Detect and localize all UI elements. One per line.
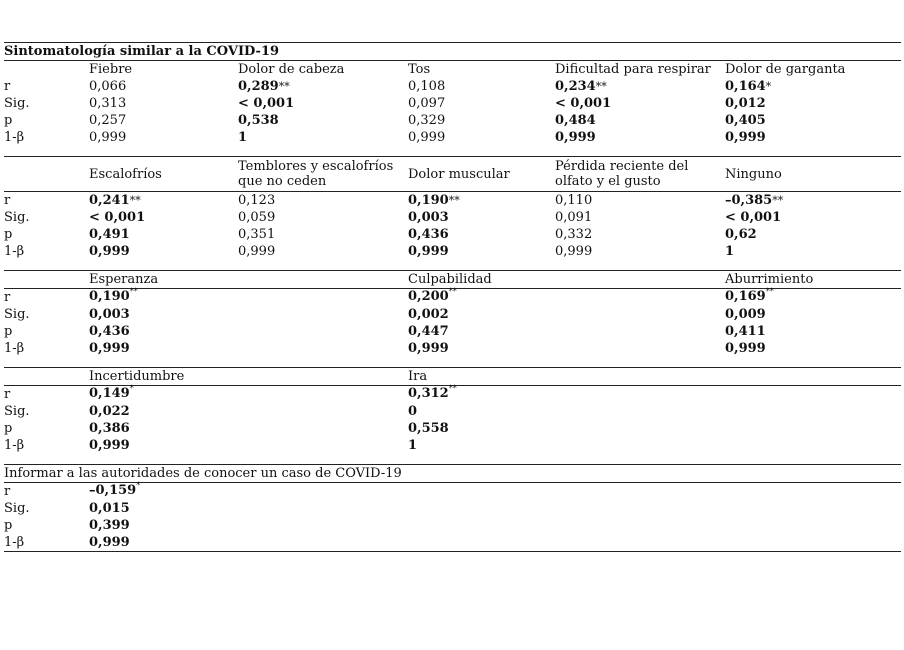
table-cell: 0,999 xyxy=(89,534,901,552)
table-cell: 0,164* xyxy=(725,78,772,94)
table-cell: 0,289** xyxy=(238,78,290,94)
row-label: r xyxy=(4,192,11,208)
header-dolor-cabeza: Dolor de cabeza xyxy=(238,61,345,77)
row-label: r xyxy=(4,78,11,94)
row-label: 1-β xyxy=(4,129,25,145)
significance-mark: ** xyxy=(772,193,784,207)
header-dificultad-respirar: Dificultad para respirar xyxy=(555,61,711,77)
row-label: p xyxy=(4,226,13,242)
row-label: r xyxy=(4,386,11,402)
header-incertidumbre: Incertidumbre xyxy=(89,368,408,386)
table-cell: 0,436 xyxy=(89,323,130,339)
table-cell: 0,329 xyxy=(408,112,446,128)
header-culpabilidad: Culpabilidad xyxy=(408,271,725,289)
row-label: 1-β xyxy=(4,340,25,356)
table-row xyxy=(4,340,901,357)
table-cell: 0,999 xyxy=(89,437,130,453)
table-cell: 0,332 xyxy=(555,226,593,242)
table-row xyxy=(4,420,901,437)
row-label: Sig. xyxy=(4,500,30,516)
table-row xyxy=(4,192,901,210)
table-cell: 0,169** xyxy=(725,287,774,304)
table-cell: 0,190** xyxy=(408,192,460,208)
table-cell: 1 xyxy=(725,243,735,259)
row-label: p xyxy=(4,323,13,339)
table-cell: 0,009 xyxy=(725,306,766,322)
section-5-title-row xyxy=(4,465,901,483)
table-row xyxy=(4,243,901,260)
header-escalofrios: Escalofríos xyxy=(89,157,238,192)
table-cell: 0,351 xyxy=(238,226,276,242)
table-cell: < 0,001 xyxy=(238,95,295,111)
table-row xyxy=(4,386,901,404)
table-row xyxy=(4,517,901,534)
table-row xyxy=(4,500,901,517)
table-row xyxy=(4,78,901,95)
table-cell: 0,405 xyxy=(725,112,766,128)
section-1-title-row xyxy=(4,43,901,61)
significance-mark: ** xyxy=(448,384,457,393)
significance-mark: * xyxy=(129,384,134,393)
significance-mark: ** xyxy=(129,193,141,207)
header-ira: Ira xyxy=(408,368,901,386)
table-cell: 0,411 xyxy=(725,323,766,339)
section-5-title: Informar a las autoridades de conocer un caso de COVID-19 xyxy=(4,465,901,483)
table-cell: 0,538 xyxy=(238,112,279,128)
header-tos: Tos xyxy=(408,61,431,77)
table-cell: < 0,001 xyxy=(555,95,612,111)
section-4-header-row xyxy=(4,368,901,386)
row-label: p xyxy=(4,420,13,436)
table-row xyxy=(4,289,901,307)
row-label: 1-β xyxy=(4,534,89,552)
row-label: r xyxy=(4,483,11,499)
table-cell: 0,200** xyxy=(408,287,457,304)
table-cell: 0,62 xyxy=(725,226,757,242)
table-cell: 0,022 xyxy=(89,403,130,419)
correlation-table-page xyxy=(4,42,901,552)
row-label: 1-β xyxy=(4,437,25,453)
significance-mark: ** xyxy=(448,193,460,207)
table-row xyxy=(4,534,901,552)
table-row xyxy=(4,226,901,243)
table-cell: 0,491 xyxy=(89,226,130,242)
table-cell: 0,003 xyxy=(408,209,449,225)
table-cell: 0,999 xyxy=(408,243,449,259)
table-cell: 0,312** xyxy=(408,384,457,401)
table-cell: 0,999 xyxy=(408,129,446,145)
section-1-header-row xyxy=(4,61,901,79)
table-row xyxy=(4,209,901,226)
table-cell: 0,999 xyxy=(725,129,766,145)
table-cell: 0,999 xyxy=(238,243,276,259)
table-cell: 0,149* xyxy=(89,384,134,401)
table-cell: < 0,001 xyxy=(725,209,782,225)
section-2-header-row xyxy=(4,157,901,192)
table-cell: 0,012 xyxy=(725,95,766,111)
header-aburrimiento: Aburrimiento xyxy=(725,271,901,289)
header-fiebre: Fiebre xyxy=(89,61,133,77)
table-cell: 1 xyxy=(238,129,248,145)
table-cell: 0,234** xyxy=(555,78,607,94)
table-cell: 0,110 xyxy=(555,192,593,208)
table-cell: 0,386 xyxy=(89,420,130,436)
table-row xyxy=(4,323,901,340)
table-cell: 0,999 xyxy=(408,340,449,356)
table-cell: –0,385** xyxy=(725,192,784,208)
table-cell: 0,097 xyxy=(408,95,446,111)
table-cell: 0,558 xyxy=(408,420,449,436)
section-1-title: Sintomatología similar a la COVID-19 xyxy=(4,43,901,61)
table-cell: 0,066 xyxy=(89,78,127,94)
header-esperanza: Esperanza xyxy=(89,271,408,289)
table-cell: 0,091 xyxy=(555,209,593,225)
row-label: p xyxy=(4,517,13,533)
section-3-header-row xyxy=(4,271,901,289)
row-label: Sig. xyxy=(4,306,30,322)
table-cell: 0,399 xyxy=(89,517,130,533)
header-temblores: Temblores y escalofríos que no ceden xyxy=(238,157,408,192)
table-cell: 0,999 xyxy=(89,340,130,356)
header-ninguno: Ninguno xyxy=(725,157,901,192)
row-label: p xyxy=(4,112,13,128)
table-cell: 0,123 xyxy=(238,192,276,208)
significance-mark: * xyxy=(136,481,141,490)
table-cell: 0,484 xyxy=(555,112,596,128)
table-row xyxy=(4,403,901,420)
table-cell: 0,257 xyxy=(89,112,127,128)
row-label: Sig. xyxy=(4,403,30,419)
significance-mark: ** xyxy=(765,287,774,296)
row-label: 1-β xyxy=(4,243,25,259)
correlation-table xyxy=(4,42,901,552)
table-cell: 0,241** xyxy=(89,192,141,208)
header-dolor-muscular: Dolor muscular xyxy=(408,157,555,192)
significance-mark: ** xyxy=(129,287,138,296)
table-cell: < 0,001 xyxy=(89,209,146,225)
table-cell: 0,447 xyxy=(408,323,449,339)
significance-mark: ** xyxy=(278,79,290,93)
table-row xyxy=(4,95,901,112)
row-label: Sig. xyxy=(4,209,30,225)
table-cell: 0,999 xyxy=(725,340,766,356)
row-label: Sig. xyxy=(4,95,30,111)
table-cell: 0,999 xyxy=(555,129,596,145)
table-cell: 0,015 xyxy=(89,500,130,516)
header-dolor-garganta: Dolor de garganta xyxy=(725,61,846,77)
table-cell: 0,003 xyxy=(89,306,130,322)
table-row xyxy=(4,112,901,129)
table-row xyxy=(4,483,901,501)
table-cell: 0,059 xyxy=(238,209,276,225)
table-row xyxy=(4,437,901,454)
header-perdida-olfato: Pérdida reciente del olfato y el gusto xyxy=(555,157,725,192)
table-cell: 1 xyxy=(408,437,418,453)
table-cell: 0,190** xyxy=(89,287,138,304)
table-cell: –0,159* xyxy=(89,481,141,498)
table-cell: 0,436 xyxy=(408,226,449,242)
table-cell: 0 xyxy=(408,403,418,419)
table-cell: 0,002 xyxy=(408,306,449,322)
table-row xyxy=(4,306,901,323)
table-row xyxy=(4,129,901,146)
table-cell: 0,999 xyxy=(89,129,127,145)
table-cell: 0,999 xyxy=(89,243,130,259)
significance-mark: ** xyxy=(448,287,457,296)
significance-mark: * xyxy=(765,79,772,93)
row-label: r xyxy=(4,289,11,305)
table-cell: 0,999 xyxy=(555,243,593,259)
table-cell: 0,313 xyxy=(89,95,127,111)
significance-mark: ** xyxy=(595,79,607,93)
table-cell: 0,108 xyxy=(408,78,446,94)
